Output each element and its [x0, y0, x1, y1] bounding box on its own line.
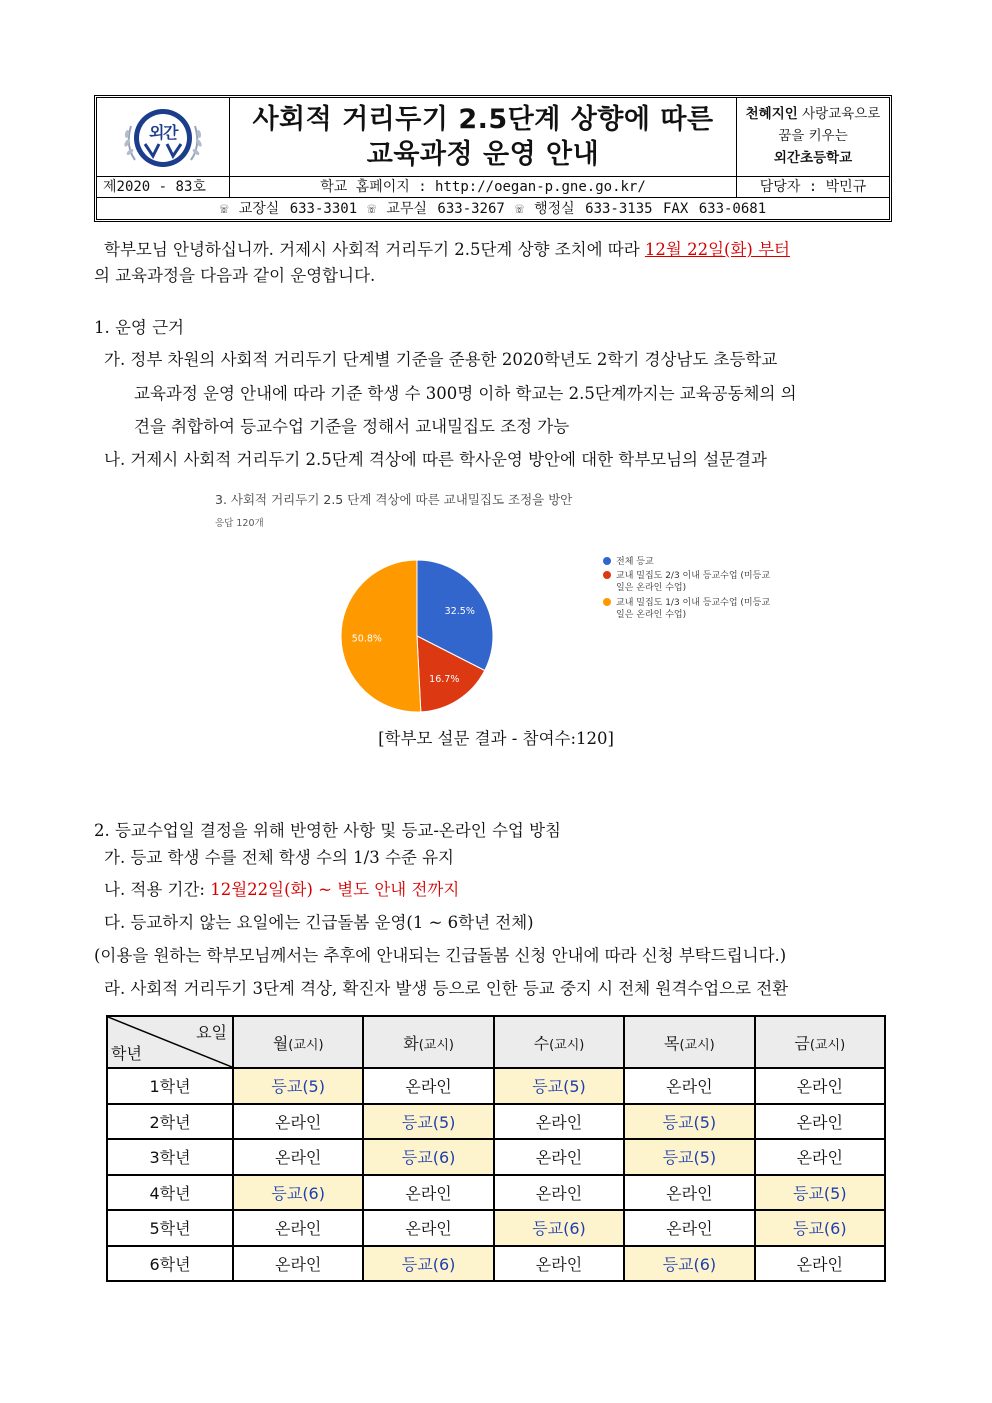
header-row-info [97, 177, 889, 198]
schedule-cell: 온라인 [624, 1068, 754, 1104]
day-label: 월 [272, 1033, 289, 1053]
schedule-cell: 등교(5) [233, 1068, 363, 1104]
schedule-cell: 등교(6) [363, 1139, 493, 1175]
section2-heading: 2. 등교수업일 결정을 위해 반영한 사항 및 등교-온라인 수업 방침 [94, 821, 561, 840]
table-row [107, 1210, 885, 1246]
school-motto [737, 98, 889, 177]
day-suffix: (교시) [809, 1037, 846, 1053]
grade-cell: 4학년 [107, 1175, 233, 1211]
legend-label-cont: 일은 온라인 수업) [616, 610, 687, 620]
table-row [107, 1175, 885, 1211]
period-value: 12월22일(화) ~ 별도 안내 전까지 [210, 880, 460, 899]
schedule-cell: 온라인 [233, 1139, 363, 1175]
grade-cell: 1학년 [107, 1068, 233, 1104]
intro-line-1 [104, 239, 790, 261]
table-row [107, 1104, 885, 1140]
table-row [107, 1139, 885, 1175]
intro-date: 12월 22일(화) 부터 [644, 240, 790, 259]
homepage-info: 학교 홈페이지 : http://oegan-p.gne.go.kr/ [230, 177, 737, 198]
legend-marker [603, 571, 611, 579]
grade-cell: 2학년 [107, 1104, 233, 1140]
legend-marker [603, 557, 611, 565]
schedule-cell: 온라인 [624, 1175, 754, 1211]
svg-text:간: 간 [163, 123, 179, 142]
section1-item-ga-line2: 교육과정 운영 안내에 따라 기준 학생 수 300명 이하 학교는 2.5단계까지는 교육공동체의 의 [134, 384, 797, 403]
schedule-cell: 온라인 [494, 1175, 624, 1211]
schedule-cell: 온라인 [755, 1246, 885, 1282]
section2-item-na [104, 879, 459, 901]
pie-slice-label: 50.8% [351, 633, 382, 645]
survey-pie-chart [205, 486, 805, 716]
header-day-fri [755, 1016, 885, 1068]
schedule-cell: 등교(5) [494, 1068, 624, 1104]
schedule-cell: 온라인 [363, 1210, 493, 1246]
motto-line-2: 꿈을 키우는 [778, 128, 848, 144]
day-label: 수 [533, 1033, 550, 1053]
schedule-cell: 등교(6) [233, 1175, 363, 1211]
title-line-2: 교육과정 운영 안내 [366, 139, 600, 170]
schedule-cell: 온라인 [494, 1104, 624, 1140]
document-title [230, 98, 737, 177]
school-logo [97, 98, 230, 177]
document-header [94, 95, 892, 222]
schedule-cell: 등교(6) [755, 1210, 885, 1246]
motto-line-1: 사랑교육으로 [797, 106, 881, 122]
day-label: 금 [794, 1033, 810, 1053]
period-label: 나. 적용 기간: [104, 880, 211, 899]
header-row-title [97, 98, 889, 177]
legend-label-cont: 일은 온라인 수업) [616, 583, 687, 593]
phone-numbers: ☏ 교장실 633-3301 ☏ 교무실 633-3267 ☏ 행정실 633-3135 FAX 633-0681 [219, 201, 767, 217]
schedule-cell: 등교(6) [494, 1210, 624, 1246]
section1-item-ga-line3: 견을 취합하여 등교수업 기준을 정해서 교내밀집도 조정 가능 [134, 417, 570, 436]
table-row [107, 1068, 885, 1104]
schedule-cell: 등교(5) [624, 1139, 754, 1175]
schedule-cell: 온라인 [494, 1139, 624, 1175]
schedule-cell: 온라인 [755, 1068, 885, 1104]
section2-item-ga: 가. 등교 학생 수를 전체 학생 수의 1/3 수준 유지 [104, 848, 454, 867]
section2-item-ra: 라. 사회적 거리두기 3단계 격상, 확진자 발생 등으로 인한 등교 중지 시 전체 원격수업으로 전환 [104, 979, 789, 998]
legend-label: 교내 밀집도 2/3 이내 등교수업 (미등교 [616, 571, 771, 581]
pie-chart-svg [205, 486, 805, 716]
motto-keyword: 천혜지인 [745, 106, 798, 122]
schedule-table [106, 1015, 886, 1282]
schedule-cell: 온라인 [494, 1246, 624, 1282]
day-label: 목 [664, 1033, 680, 1053]
schedule-cell: 온라인 [233, 1210, 363, 1246]
schedule-corner-cell [107, 1016, 233, 1068]
manager-info: 담당자 : 박민규 [759, 179, 867, 195]
svg-text:외: 외 [149, 123, 165, 142]
section1-item-na: 나. 거제시 사회적 거리두기 2.5단계 격상에 따른 학사운영 방안에 대한 학부모님의 설문결과 [104, 450, 767, 469]
section2-note: (이용을 원하는 학부모님께서는 추후에 안내되는 긴급돌봄 신청 안내에 따라 신청 부탁드립니다.) [94, 946, 787, 965]
schedule-cell: 등교(6) [624, 1246, 754, 1282]
day-suffix: (교시) [679, 1037, 715, 1053]
header-day-wed [494, 1016, 624, 1068]
corner-label-day: 요일 [196, 1023, 227, 1042]
day-suffix: (교시) [418, 1037, 454, 1053]
header-day-mon [233, 1016, 363, 1068]
legend-label: 교내 밀집도 1/3 이내 등교수업 (미등교 [616, 598, 771, 608]
section1-heading: 1. 운영 근거 [94, 318, 184, 337]
schedule-cell: 온라인 [755, 1104, 885, 1140]
section1-item-ga-line1: 가. 정부 차원의 사회적 거리두기 단계별 기준을 준용한 2020학년도 2학기 경상남도 초등학교 [104, 350, 778, 369]
chart-title: 3. 사회적 거리두기 2.5 단계 격상에 따른 교내밀집도 조정을 방안 [215, 492, 573, 507]
intro-text: 학부모님 안녕하십니까. 거제시 사회적 거리두기 2.5단계 상향 조치에 따라 [104, 240, 645, 259]
legend-label: 전체 등교 [616, 557, 654, 567]
grade-cell: 6학년 [107, 1246, 233, 1282]
schedule-cell: 온라인 [363, 1068, 493, 1104]
schedule-cell: 온라인 [363, 1175, 493, 1211]
schedule-header-row [107, 1016, 885, 1068]
day-suffix: (교시) [288, 1037, 324, 1053]
corner-label-grade: 학년 [111, 1044, 142, 1063]
day-label: 화 [403, 1033, 419, 1053]
schedule-cell: 등교(6) [363, 1246, 493, 1282]
issue-number: 제2020 - 83호 [97, 177, 230, 198]
schedule-cell: 온라인 [755, 1139, 885, 1175]
pie-slice-label: 32.5% [444, 605, 475, 617]
schedule-cell: 등교(5) [755, 1175, 885, 1211]
table-row [107, 1246, 885, 1282]
section2-item-da: 다. 등교하지 않는 요일에는 긴급돌봄 운영(1 ~ 6학년 전체) [104, 913, 534, 932]
chart-subtitle: 응답 120개 [215, 518, 264, 529]
intro-line-2: 의 교육과정을 다음과 같이 운영합니다. [94, 266, 376, 285]
schedule-cell: 온라인 [233, 1104, 363, 1140]
pie-slice-label: 16.7% [429, 674, 460, 686]
header-day-tue [363, 1016, 493, 1068]
grade-cell: 3학년 [107, 1139, 233, 1175]
day-suffix: (교시) [549, 1037, 585, 1053]
schedule-cell: 등교(5) [624, 1104, 754, 1140]
schedule-cell: 온라인 [233, 1246, 363, 1282]
legend-marker [603, 598, 611, 606]
grade-cell: 5학년 [107, 1210, 233, 1246]
title-line-1: 사회적 거리두기 2.5단계 상향에 따른 [252, 104, 714, 135]
header-day-thu [624, 1016, 754, 1068]
schedule-cell: 등교(5) [363, 1104, 493, 1140]
school-logo-icon [97, 98, 229, 177]
chart-caption: [학부모 설문 결과 - 참여수:120] [378, 729, 614, 748]
school-name: 외간초등학교 [773, 150, 853, 166]
schedule-cell: 온라인 [624, 1210, 754, 1246]
